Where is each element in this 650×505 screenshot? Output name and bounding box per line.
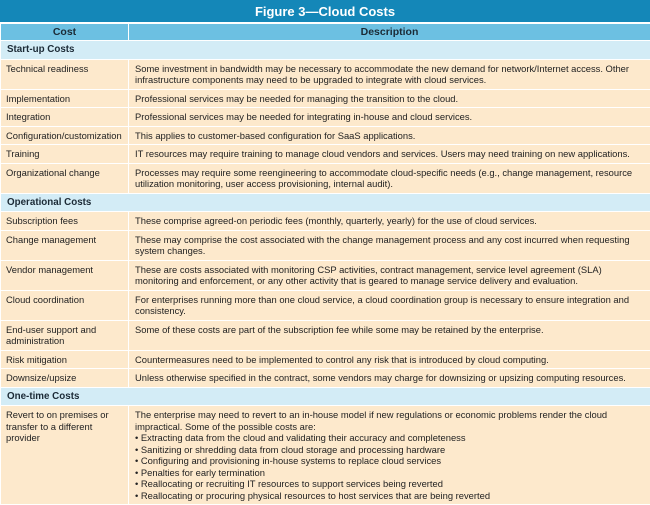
table-row [1, 260, 650, 290]
table-row [1, 59, 650, 89]
section-title: One-time Costs [1, 387, 650, 406]
description-cell: For enterprises running more than one cloud service, a cloud coordination group is necessary to ensure integration and consistency. [129, 290, 650, 320]
cost-cell: Downsize/upsize [1, 369, 129, 388]
cost-cell: Configuration/customization [1, 126, 129, 145]
bullet-item: • Sanitizing or shredding data from cloud storage and processing hardware [135, 444, 644, 456]
description-cell: Some of these costs are part of the subscription fee while some may be retained by the enterprise. [129, 320, 650, 350]
cost-cell: Integration [1, 108, 129, 127]
bullet-item: • Penalties for early termination [135, 467, 644, 479]
table-header-row [1, 24, 650, 41]
bullet-list [135, 432, 644, 501]
description-cell: Professional services may be needed for integrating in-house and cloud services. [129, 108, 650, 127]
table-row [1, 89, 650, 108]
cost-column-header: Cost [1, 24, 129, 41]
description-cell: Countermeasures need to be implemented to control any risk that is introduced by cloud computing. [129, 350, 650, 369]
cost-cell: Change management [1, 230, 129, 260]
description-cell [129, 406, 650, 505]
bullet-item: • Configuring and provisioning in-house systems to replace cloud services [135, 455, 644, 467]
table-row [1, 126, 650, 145]
cost-cell: Vendor management [1, 260, 129, 290]
description-cell: Some investment in bandwidth may be necessary to accommodate the new demand for network/Internet access. Other infrastructure components may need to be upgraded to integrate with cloud services. [129, 59, 650, 89]
section-title: Start-up Costs [1, 41, 650, 60]
section-header-startup [1, 41, 650, 60]
description-cell: Unless otherwise specified in the contract, some vendors may charge for downsizing or upsizing computing resources. [129, 369, 650, 388]
description-cell: These may comprise the cost associated with the change management process and any cost incurred when requesting system changes. [129, 230, 650, 260]
table-row [1, 108, 650, 127]
cost-cell: Revert to on premises or transfer to a different provider [1, 406, 129, 505]
table-row [1, 320, 650, 350]
section-title: Operational Costs [1, 193, 650, 212]
table-row [1, 212, 650, 231]
table-row [1, 369, 650, 388]
description-intro: The enterprise may need to revert to an in-house model if new regulations or economic problems render the cloud impractical. Some of the possible costs are: [135, 409, 608, 432]
cost-cell: Organizational change [1, 163, 129, 193]
table-row [1, 163, 650, 193]
table-row [1, 230, 650, 260]
description-cell: Processes may require some reengineering to accommodate cloud-specific needs (e.g., change management, resource utilization monitoring, user access provisioning, internal audit). [129, 163, 650, 193]
cost-cell: Training [1, 145, 129, 164]
table-row [1, 290, 650, 320]
cost-cell: Cloud coordination [1, 290, 129, 320]
table-row [1, 145, 650, 164]
description-cell: Professional services may be needed for managing the transition to the cloud. [129, 89, 650, 108]
description-column-header: Description [129, 24, 650, 41]
cost-cell: Risk mitigation [1, 350, 129, 369]
cloud-costs-table [0, 23, 650, 505]
figure-title: Figure 3—Cloud Costs [0, 0, 650, 23]
cost-cell: Implementation [1, 89, 129, 108]
table-row [1, 406, 650, 505]
description-cell: This applies to customer-based configuration for SaaS applications. [129, 126, 650, 145]
description-cell: IT resources may require training to manage cloud vendors and services. Users may need training on new applications. [129, 145, 650, 164]
description-cell: These are costs associated with monitoring CSP activities, contract management, service level agreement (SLA) monitoring and enforcement, or any other activity that is geared to manage service delivery and evaluation. [129, 260, 650, 290]
cost-cell: Technical readiness [1, 59, 129, 89]
bullet-item: • Extracting data from the cloud and validating their accuracy and completeness [135, 432, 644, 444]
section-header-operational [1, 193, 650, 212]
table-row [1, 350, 650, 369]
cost-cell: End-user support and administration [1, 320, 129, 350]
cost-cell: Subscription fees [1, 212, 129, 231]
bullet-item: • Reallocating or recruiting IT resources to support services being reverted [135, 478, 644, 490]
section-header-one-time [1, 387, 650, 406]
description-cell: These comprise agreed-on periodic fees (monthly, quarterly, yearly) for the use of cloud services. [129, 212, 650, 231]
bullet-item: • Reallocating or procuring physical resources to host services that are being reverted [135, 490, 644, 502]
